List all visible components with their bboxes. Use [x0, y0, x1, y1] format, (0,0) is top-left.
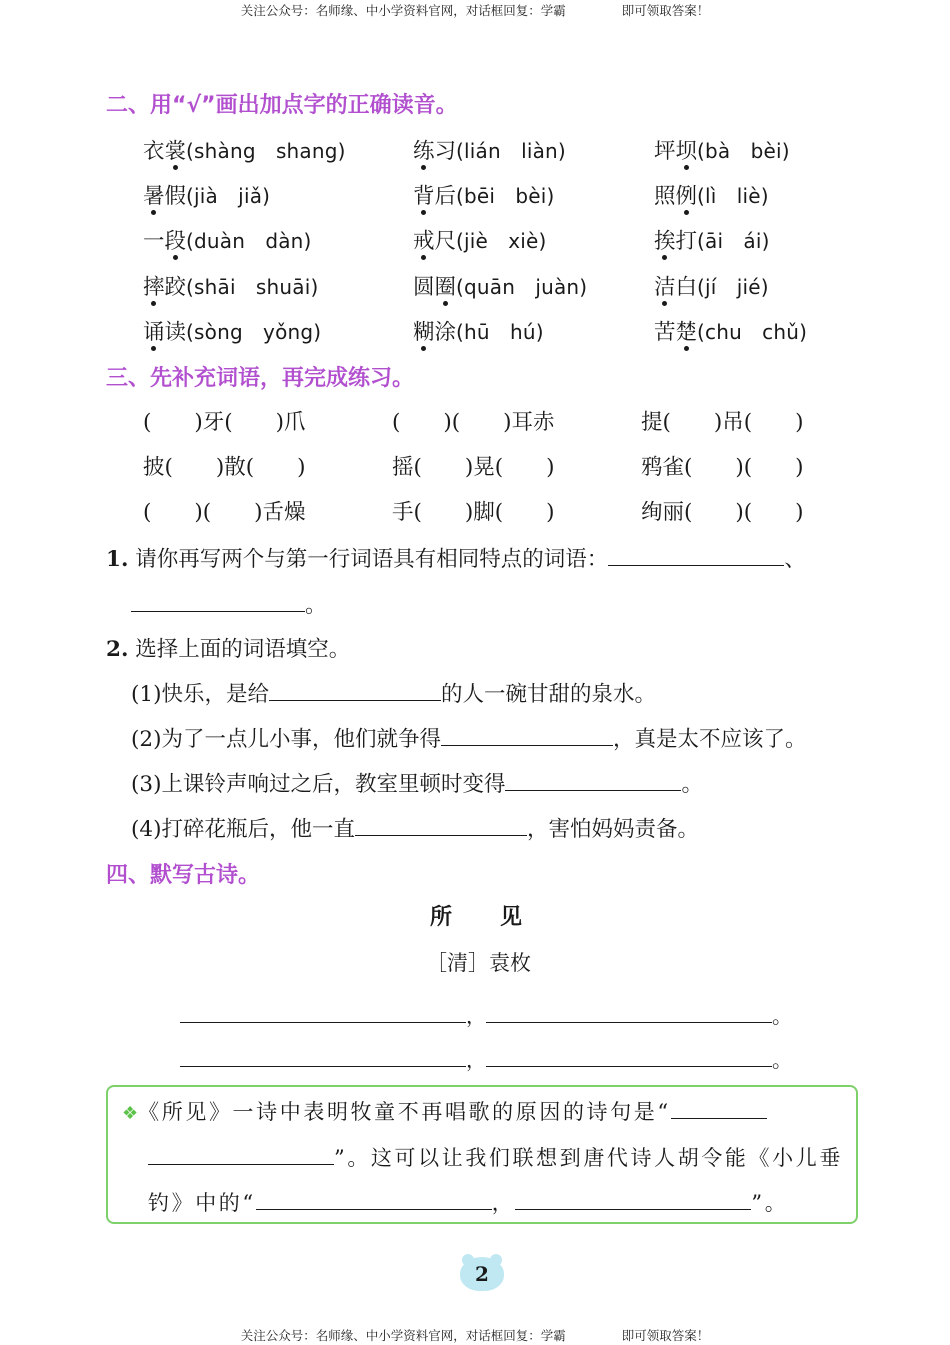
answer-blank[interactable]	[486, 1002, 772, 1023]
pinyin-word: 摔跤	[143, 270, 186, 301]
pinyin-item	[143, 315, 321, 346]
footer-left-text: 关注公众号：名师缘、中小学资料官网，对话框回复：学霸	[240, 1328, 566, 1343]
emphasis-dot-icon	[173, 165, 178, 170]
emphasis-dot-icon	[421, 255, 426, 260]
question-2-text: 选择上面的词语填空。	[135, 637, 351, 662]
q2-item-4-pre: (4)打碎花瓶后，他一直	[131, 817, 355, 842]
poem-line-1	[180, 1000, 792, 1029]
pinyin-item	[143, 270, 319, 301]
footer-right-text: 即可领取答案！	[621, 1328, 710, 1343]
emphasis-dot-icon	[684, 165, 689, 170]
pinyin-options[interactable]: (shàng shang)	[186, 139, 346, 163]
question-1-line2	[131, 588, 327, 619]
pinyin-item	[143, 224, 312, 255]
pinyin-item	[654, 179, 769, 210]
q2-item-2-post: ，真是太不应该了。	[612, 727, 807, 752]
pinyin-options[interactable]: (quān juàn)	[456, 275, 588, 299]
idiom-fill-item[interactable]: 提( )吊( )	[641, 410, 804, 435]
pinyin-word: 洁白	[654, 270, 697, 301]
page-number: 2	[460, 1257, 504, 1291]
pinyin-options[interactable]: (shāi shuāi)	[186, 275, 319, 299]
answer-blank[interactable]	[671, 1098, 767, 1119]
emphasis-dot-icon	[151, 210, 156, 215]
idiom-fill-item[interactable]: 绚丽( )( )	[641, 500, 804, 525]
note-line-2	[148, 1142, 843, 1172]
poem-period: 。	[772, 1048, 792, 1072]
pinyin-word: 糊涂	[413, 315, 456, 346]
pinyin-options[interactable]: (āi ái)	[697, 229, 770, 253]
answer-blank[interactable]	[180, 1046, 466, 1067]
pinyin-item	[413, 315, 544, 346]
poem-period: 。	[772, 1004, 792, 1028]
pinyin-item	[654, 134, 790, 165]
answer-blank[interactable]	[355, 815, 527, 836]
question-1-text: 请你再写两个与第一行词语具有相同特点的词语：	[135, 547, 609, 572]
emphasis-dot-icon	[421, 346, 426, 351]
pinyin-item	[654, 315, 807, 346]
idiom-fill-item[interactable]: ( )牙( )爪	[143, 410, 306, 435]
q2-item-2	[131, 722, 806, 753]
poem-line-2	[180, 1044, 792, 1073]
pinyin-options[interactable]: (bà bèi)	[697, 139, 790, 163]
emphasis-dot-icon	[662, 301, 667, 306]
pinyin-options[interactable]: (sòng yǒng)	[186, 320, 322, 344]
header-right-text: 即可领取答案！	[621, 3, 710, 18]
question-1	[106, 542, 806, 573]
emphasis-dot-icon	[151, 346, 156, 351]
pinyin-options[interactable]: (jí jié)	[697, 275, 769, 299]
answer-blank[interactable]	[515, 1189, 751, 1210]
q2-item-3-post: 。	[681, 772, 703, 797]
poem-comma: ，	[466, 1048, 486, 1072]
pinyin-item	[413, 270, 587, 301]
pinyin-word: 坪坝	[654, 134, 697, 165]
emphasis-dot-icon	[662, 255, 667, 260]
question-1-end: 。	[305, 593, 327, 618]
pinyin-word: 衣裳	[143, 134, 186, 165]
answer-blank[interactable]	[131, 591, 305, 612]
answer-blank[interactable]	[269, 680, 441, 701]
pinyin-item	[654, 224, 770, 255]
q2-item-3	[131, 767, 703, 798]
section2-title: 二、用“√”画出加点字的正确读音。	[106, 93, 458, 118]
pinyin-options[interactable]: (jiè xiè)	[456, 229, 547, 253]
answer-blank[interactable]	[608, 545, 784, 566]
pinyin-options[interactable]: (chu chǔ)	[697, 320, 808, 344]
note-line-3-post: ”。	[751, 1191, 789, 1215]
idiom-fill-item[interactable]: 摇( )晃( )	[392, 455, 555, 480]
question-2	[106, 632, 350, 663]
pinyin-item	[143, 179, 270, 210]
section3-title: 三、先补充词语，再完成练习。	[106, 366, 415, 391]
header-left-text: 关注公众号：名师缘、中小学资料官网，对话框回复：学霸	[240, 3, 566, 18]
pinyin-options[interactable]: (lì liè)	[697, 184, 769, 208]
emphasis-dot-icon	[421, 210, 426, 215]
emphasis-dot-icon	[684, 210, 689, 215]
q2-item-3-pre: (3)上课铃声响过之后，教室里顿时变得	[131, 772, 506, 797]
pinyin-word: 背后	[413, 179, 456, 210]
pinyin-word: 圆圈	[413, 270, 456, 301]
pinyin-item	[413, 224, 547, 255]
poem-author: ［清］袁枚	[426, 951, 531, 975]
question-2-number: 2.	[106, 637, 129, 662]
idiom-fill-item[interactable]: ( )( )舌燥	[143, 500, 306, 525]
emphasis-dot-icon	[173, 255, 178, 260]
pinyin-word: 诵读	[143, 315, 186, 346]
emphasis-dot-icon	[151, 301, 156, 306]
idiom-fill-item[interactable]: 手( )脚( )	[392, 500, 555, 525]
q2-item-1	[131, 677, 656, 708]
question-1-number: 1.	[106, 547, 129, 572]
pinyin-item	[413, 179, 555, 210]
page-header	[0, 1, 950, 19]
answer-blank[interactable]	[486, 1046, 772, 1067]
emphasis-dot-icon	[443, 301, 448, 306]
pinyin-word: 戒尺	[413, 224, 456, 255]
q2-item-2-pre: (2)为了一点儿小事，他们就争得	[131, 727, 441, 752]
q2-item-1-pre: (1)快乐，是给	[131, 682, 269, 707]
pinyin-options[interactable]: (bēi bèi)	[456, 184, 555, 208]
answer-blank[interactable]	[256, 1189, 492, 1210]
answer-blank[interactable]	[441, 725, 613, 746]
q2-item-4-post: ，害怕妈妈责备。	[526, 817, 699, 842]
pinyin-word: 苦楚	[654, 315, 697, 346]
pinyin-word: 挨打	[654, 224, 697, 255]
pinyin-item	[654, 270, 769, 301]
note-line-1-text: 《所见》一诗中表明牧童不再唱歌的原因的诗句是“	[138, 1100, 671, 1124]
pinyin-options[interactable]: (hū hú)	[456, 320, 544, 344]
pinyin-options[interactable]: (jià jiǎ)	[186, 184, 271, 208]
pinyin-word: 练习	[413, 134, 456, 165]
idiom-fill-item[interactable]: ( )( )耳赤	[392, 410, 555, 435]
pinyin-options[interactable]: (duàn dàn)	[186, 229, 312, 253]
poem-comma: ，	[466, 1004, 486, 1028]
pinyin-options[interactable]: (lián liàn)	[456, 139, 566, 163]
question-1-separator: 、	[784, 547, 806, 572]
pinyin-word: 一段	[143, 224, 186, 255]
diamond-icon: ❖	[122, 1103, 139, 1124]
note-line-3	[148, 1187, 788, 1217]
pinyin-item	[413, 134, 566, 165]
pinyin-word: 暑假	[143, 179, 186, 210]
note-line-2-text: ”。这可以让我们联想到唐代诗人胡令能《小儿垂	[334, 1146, 843, 1170]
pinyin-word: 照例	[654, 179, 697, 210]
answer-blank[interactable]	[148, 1144, 334, 1165]
poem-title: 所见	[430, 905, 571, 930]
q2-item-4	[131, 812, 699, 843]
idiom-fill-item[interactable]: 鸦雀( )( )	[641, 455, 804, 480]
page-footer	[0, 1326, 950, 1344]
idiom-fill-item[interactable]: 披( )散( )	[143, 455, 306, 480]
section4-title: 四、默写古诗。	[106, 863, 261, 888]
emphasis-dot-icon	[684, 346, 689, 351]
note-line-3-mid: ，	[491, 1191, 516, 1215]
note-line-1	[122, 1096, 767, 1126]
answer-blank[interactable]	[505, 770, 681, 791]
note-line-3-pre: 钓》中的“	[148, 1191, 256, 1215]
pinyin-item	[143, 134, 346, 165]
emphasis-dot-icon	[421, 165, 426, 170]
answer-blank[interactable]	[180, 1002, 466, 1023]
q2-item-1-post: 的人一碗甘甜的泉水。	[440, 682, 656, 707]
